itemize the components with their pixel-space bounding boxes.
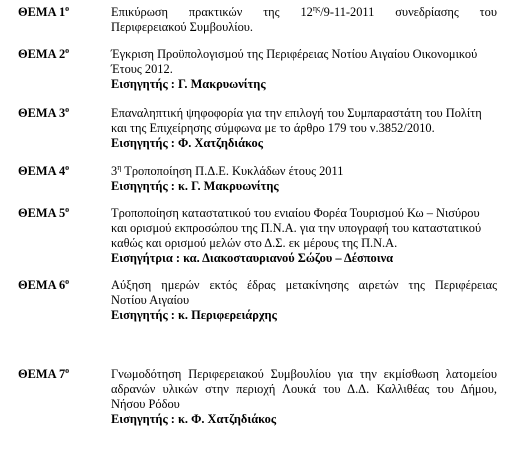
item-content xyxy=(111,164,497,194)
item-text-line: Γνωμοδότηση Περιφερειακού Συμβουλίου για την εκμίσθωση λατομείου xyxy=(111,367,497,381)
item-content xyxy=(111,5,497,35)
item-label: ΘΕΜΑ $5^o$ xyxy=(18,205,70,220)
item-text-line: Επαναληπτική ψηφοφορία για την επιλογή του Συμπαραστάτη του Πολίτη xyxy=(111,106,482,120)
item-label: ΘΕΜΑ $1^o$ xyxy=(18,4,70,19)
item-text-line: Επικύρωση πρακτικών της $12^{\eta\varsigma}/9-11-2011$ συνεδρίασης του xyxy=(111,4,497,19)
item-content xyxy=(111,47,497,92)
rapporteur: Εισηγητής : Φ. Χατζηδιάκος xyxy=(111,136,263,150)
item-text-line: Αύξηση ημερών εκτός έδρας μετακίνησης αιρετών της Περιφέρειας xyxy=(111,278,497,292)
item-text-line: και της Επιχείρησης σύμφωνα με το άρθρο 179 του ν.3852/2010. xyxy=(111,121,435,135)
rapporteur: Εισηγήτρια : κα. Διακοσταυριανού Σώζου – Δέσποινα xyxy=(111,251,394,265)
item-content xyxy=(111,106,497,151)
item-text-line: Νοτίου Αιγαίου xyxy=(111,293,190,307)
item-label: ΘΕΜΑ $7^o$ xyxy=(18,366,70,381)
item-content xyxy=(111,278,497,323)
item-content xyxy=(111,206,497,266)
item-label: ΘΕΜΑ $4^o$ xyxy=(18,163,70,178)
item-label: ΘΕΜΑ $6^o$ xyxy=(18,277,70,292)
item-text-line: Έτους 2012. xyxy=(111,62,173,76)
item-text-line: Περιφερειακού Συμβουλίου. xyxy=(111,20,254,34)
rapporteur: Εισηγητής : κ. Φ. Χατζηδιάκος xyxy=(111,412,277,426)
item-label: ΘΕΜΑ $3^o$ xyxy=(18,105,70,120)
item-content xyxy=(111,367,497,427)
rapporteur: Εισηγητής : κ. Περιφερειάρχης xyxy=(111,308,277,322)
item-text-line: $3^\eta$ Τροποποίηση Π.Δ.Ε. Κυκλάδων έτους 2011 xyxy=(111,163,344,178)
item-text-line: και ορισμού εκπροσώπου της Π.Ν.Α. για την υπογραφή του καταστατικού xyxy=(111,221,482,235)
item-text-line: Νήσου Ρόδου xyxy=(111,397,180,411)
rapporteur: Εισηγητής : κ. Γ. Μακρυωνίτης xyxy=(111,179,279,193)
item-text-line: καθώς και ορισμού μελών στο Δ.Σ. εκ μέρους της Π.Ν.Α. xyxy=(111,236,398,250)
item-text-line: αδρανών υλικών στην περιοχή Λουκά του Δ.Δ. Καλλιθέας του Δήμου, xyxy=(111,382,497,396)
rapporteur: Εισηγητής : Γ. Μακρυωνίτης xyxy=(111,77,266,91)
item-text-line: Έγκριση Προϋπολογισμού της Περιφέρειας Νοτίου Αιγαίου Οικονομικού xyxy=(111,47,478,61)
item-label: ΘΕΜΑ $2^o$ xyxy=(18,46,70,61)
item-text-line: Τροποποίηση καταστατικού του ενιαίου Φορέα Τουρισμού Κω – Νισύρου xyxy=(111,206,480,220)
